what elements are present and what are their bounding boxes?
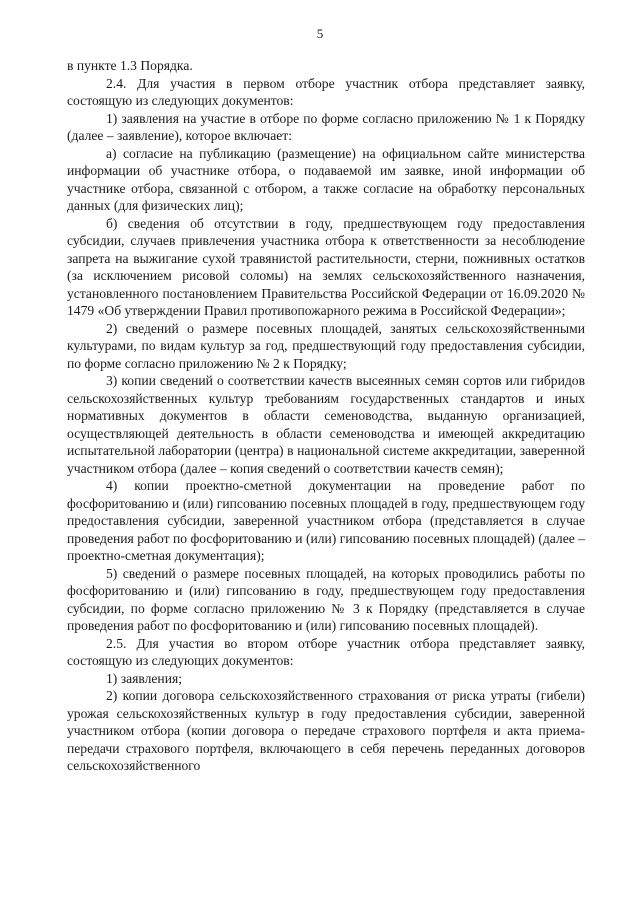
paragraph: 2) сведений о размере посевных площадей, занятых сельскохозяйственными культурами, по видам культур за год, предшествующий году предоставления субсидии, по форме согласно приложению № 2 к Порядку; (67, 320, 585, 371)
document-body (67, 57, 585, 775)
paragraph: 1) заявления; (106, 670, 183, 686)
paragraph: 2.5. Для участия во втором отборе участник отбора представляет заявку, состоящую из следующих документов: (67, 635, 585, 668)
paragraph: а) согласие на публикацию (размещение) на официальном сайте министерства информации об участнике отбора, о подаваемой им заявке, иной информации об участнике отбора, связанной с отбором, а также согласие на обработку персональных данных (для физических лиц); (67, 145, 585, 213)
page-number: 5 (316, 26, 324, 41)
paragraph: 1) заявления на участие в отборе по форме согласно приложению № 1 к Порядку (далее – заявление), которое включает: (67, 110, 585, 143)
paragraph: 5) сведений о размере посевных площадей, на которых проводились работы по фосфоритованию и (или) гипсованию в году, предшествующем году предоставления субсидии, по форме согласно приложению № 3 к Порядку (представляется в случае проведения работ по фосфоритованию и (или) гипсованию посевных площадей). (67, 565, 585, 633)
paragraph: в пункте 1.3 Порядка. (67, 58, 193, 73)
paragraph: 2) копии договора сельскохозяйственного страхования от риска утраты (гибели) урожая сельскохозяйственных культур в году предоставления субсидии, заверенной участником отбора (копии договора о передаче страхового портфеля и акта приема-передачи страхового портфеля, включающего в себя перечень переданных договоров сельскохозяйственного (67, 688, 585, 773)
paragraph: б) сведения об отсутствии в году, предшествующем году предоставления субсидии, случаев привлечения участника отбора к ответственности за несоблюдение запрета на выжигание сухой травянистой растительности, стерни, пожнивных остатков (за исключением рисовой соломы) на землях сельскохозяйственного назначения, установленного постановлением Правительства Российской Федерации от 16.09.2020 № 1479 «Об утверждении Правил противопожарного режима в Российской Федерации»; (67, 215, 585, 318)
paragraph: 3) копии сведений о соответствии качеств высеянных семян сортов или гибридов сельскохозяйственных культур требованиям государственных стандартов и иных нормативных документов в области семеноводства, выданную организацией, осуществляющей деятельность в области семеноводства и имеющей аккредитацию испытательной лаборатории (центра) в национальной системе аккредитации, заверенной участником отбора (далее – копия сведений о соответствии качеств семян); (67, 373, 585, 476)
paragraph: 4) копии проектно-сметной документации на проведение работ по фосфоритованию и (или) гипсованию посевных площадей в году, предшествующем году предоставления субсидии, заверенной участником отбора (представляется в случае проведения работ по фосфоритованию и (или) гипсованию посевных площадей) (далее – проектно-сметная документация); (67, 478, 585, 563)
paragraph: 2.4. Для участия в первом отборе участник отбора представляет заявку, состоящую из следующих документов: (67, 75, 585, 108)
